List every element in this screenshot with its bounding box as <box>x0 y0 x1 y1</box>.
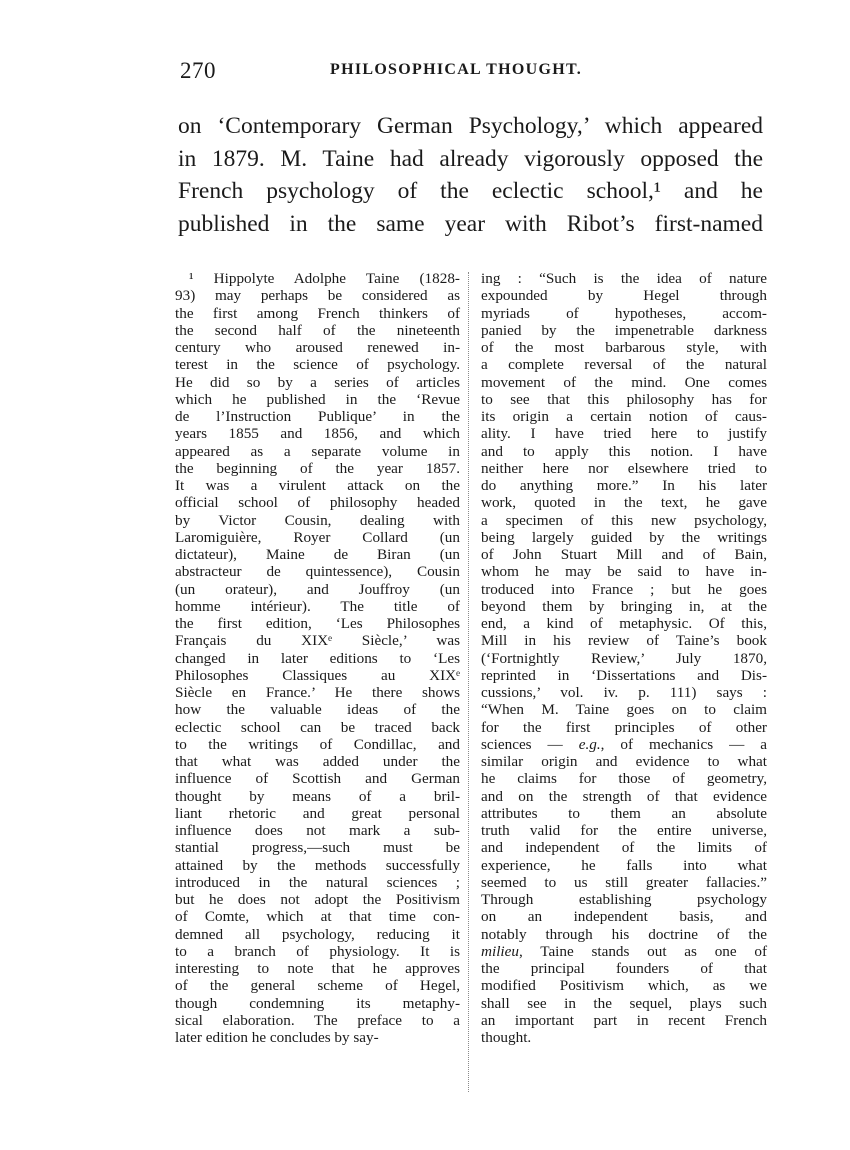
footnote-line: years 1855 and 1856, and which <box>175 425 460 443</box>
footnote-line: the principal founders of that <box>481 960 767 977</box>
footnote-line: and on the strength of that evidence <box>481 787 767 805</box>
footnote-line: cussions,’ vol. iv. p. 111) says : <box>481 684 767 701</box>
footnote-line: Mill in his review of Taine’s book <box>481 632 767 650</box>
footnote-line: of the general scheme of Hegel, <box>175 977 460 995</box>
footnote-line: of Comte, which at that time con- <box>175 908 460 926</box>
footnote-line: abstracteur de quintessence), Cousin <box>175 563 460 581</box>
footnote-line: do anything more.” In his later <box>481 477 767 494</box>
footnote-line: attributes to them an absolute <box>481 804 767 822</box>
footnote-line: sciences — e.g., of mechanics — a <box>481 735 767 753</box>
footnote-line: shall see in the sequel, plays such <box>481 994 767 1012</box>
footnote-line: He did so by a series of articles <box>175 373 460 391</box>
footnote-line: Through establishing psychology <box>481 891 767 908</box>
footnote-line: work, quoted in the text, he gave <box>481 494 767 512</box>
footnote-line: thought by means of a bril- <box>175 787 460 805</box>
footnote-line: neither here nor elsewhere tried to <box>481 459 767 477</box>
footnote-line: appeared as a separate volume in <box>175 442 460 460</box>
footnote-line: ¹ Hippolyte Adolphe Taine (1828- <box>189 270 460 287</box>
page-header <box>180 58 762 88</box>
footnote-line: movement of the mind. One comes <box>481 373 767 391</box>
footnote-column-left <box>175 270 460 1046</box>
footnote-column-right <box>481 270 767 1046</box>
footnote-line: eclectic school can be traced back <box>175 718 460 736</box>
footnote-line: truth valid for the entire universe, <box>481 822 767 839</box>
footnote-line: beyond them by bringing in, at the <box>481 597 767 615</box>
footnote-line: myriads of hypotheses, accom- <box>481 304 767 322</box>
footnote-line: “When M. Taine goes on to claim <box>481 701 767 719</box>
footnote-line: sical elaboration. The preface to a <box>175 1011 460 1029</box>
footnote-line: thought. <box>481 1029 532 1046</box>
footnote-line: terest in the science of psychology. <box>175 356 460 374</box>
footnote-line: experience, he falls into what <box>481 856 767 874</box>
main-text-line: in 1879. M. Taine had already vigorously opposed the <box>178 145 763 172</box>
footnote-line: liant rhetoric and great personal <box>175 804 460 822</box>
footnote-line: similar origin and evidence to what <box>481 753 767 770</box>
footnote-line: demned all psychology, reducing it <box>175 925 460 943</box>
footnote-line: to the writings of Condillac, and <box>175 735 460 753</box>
footnote-line: on an independent basis, and <box>481 908 767 926</box>
footnote-line: dictateur), Maine de Biran (un <box>175 546 460 563</box>
footnote-line: how the valuable ideas of the <box>175 701 460 719</box>
footnote-line: by Victor Cousin, dealing with <box>175 511 460 529</box>
footnote-line: of John Stuart Mill and of Bain, <box>481 546 767 563</box>
footnote-line: changed in later editions to ‘Les <box>175 649 460 667</box>
footnote-line: influence of Scottish and German <box>175 770 460 788</box>
footnote-line: official school of philosophy headed <box>175 494 460 512</box>
footnote-line: whom he may be said to have in- <box>481 563 767 581</box>
footnote-line: de l’Instruction Publique’ in the <box>175 408 460 425</box>
footnote-line: the second half of the nineteenth <box>175 321 460 339</box>
footnote-line: 93) may perhaps be considered as <box>175 287 460 305</box>
footnote-line: ality. I have tried here to justify <box>481 425 767 443</box>
footnote-line: a specimen of this new psychology, <box>481 511 767 529</box>
footnote-line: and independent of the limits of <box>481 839 767 857</box>
footnote-line: (un orateur), and Jouffroy (un <box>175 580 460 598</box>
footnote-line: Français du XIXᵉ Siècle,’ was <box>175 632 460 650</box>
footnote-line: being largely guided by the writings <box>481 528 767 546</box>
footnote-line: and to apply this notion. I have <box>481 442 767 460</box>
footnote-line: Philosophes Classiques au XIXᵉ <box>175 666 460 684</box>
footnote-line: for the first principles of other <box>481 718 767 736</box>
main-text <box>178 110 763 240</box>
footnote-line: end, a kind of metaphysic. Of this, <box>481 615 767 632</box>
footnote-line: that what was added under the <box>175 753 460 770</box>
footnote-line: a complete reversal of the natural <box>481 356 767 374</box>
main-text-line: published in the same year with Ribot’s first-named <box>178 210 763 237</box>
footnote-line: It was a virulent attack on the <box>175 477 460 494</box>
footnote-line: he claims for those of geometry, <box>481 770 767 788</box>
footnote-line: expounded by Hegel through <box>481 287 767 305</box>
footnote-line: (‘Fortnightly Review,’ July 1870, <box>481 649 767 667</box>
footnote-line: of the most barbarous style, with <box>481 339 767 356</box>
main-text-line: on ‘Contemporary German Psychology,’ which appeared <box>178 113 763 139</box>
footnote-line: the beginning of the year 1857. <box>175 459 460 477</box>
footnote-line: attained by the methods successfully <box>175 856 460 874</box>
footnote-line: which he published in the ‘Revue <box>175 390 460 408</box>
footnote-line: to see that this philosophy has for <box>481 390 767 408</box>
column-divider <box>468 272 470 1092</box>
footnote-line: the first among French thinkers of <box>175 304 460 322</box>
running-head: PHILOSOPHICAL THOUGHT. <box>330 61 583 78</box>
footnote-line: to a branch of physiology. It is <box>175 942 460 960</box>
footnote-line: reprinted in ‘Dissertations and Dis- <box>481 666 767 684</box>
footnote-line: Siècle en France.’ He there shows <box>175 684 460 701</box>
footnote-line: the first edition, ‘Les Philosophes <box>175 615 460 632</box>
footnote-line: its origin a certain notion of caus- <box>481 408 767 425</box>
footnote-line: later edition he concludes by say- <box>175 1029 379 1046</box>
footnote-line: notably through his doctrine of the <box>481 925 767 943</box>
footnote-line: introduced in the natural sciences ; <box>175 873 460 891</box>
footnote-line: troduced into France ; but he goes <box>481 580 767 598</box>
footnote-line: influence does not mark a sub- <box>175 822 460 839</box>
page-number: 270 <box>180 58 216 83</box>
footnote-line: an important part in recent French <box>481 1011 767 1029</box>
footnote-line: though condemning its metaphy- <box>175 994 460 1012</box>
footnote-line: homme intérieur). The title of <box>175 597 460 615</box>
footnote-line: but he does not adopt the Positivism <box>175 891 460 908</box>
main-text-line: French psychology of the eclectic school,¹ and he <box>178 178 763 204</box>
footnote-line: Laromiguière, Royer Collard (un <box>175 528 460 546</box>
footnote-line: seemed to us still greater fallacies.” <box>481 873 767 891</box>
footnote-line: century who aroused renewed in- <box>175 339 460 356</box>
footnote-line: interesting to note that he approves <box>175 960 460 977</box>
footnote-line: panied by the impenetrable darkness <box>481 321 767 339</box>
footnote-line: milieu, Taine stands out as one of <box>481 942 767 960</box>
footnote-line: ing : “Such is the idea of nature <box>481 270 767 287</box>
footnote-line: stantial progress,—such must be <box>175 839 460 857</box>
footnote-area <box>175 270 767 1100</box>
footnote-line: modified Positivism which, as we <box>481 977 767 995</box>
